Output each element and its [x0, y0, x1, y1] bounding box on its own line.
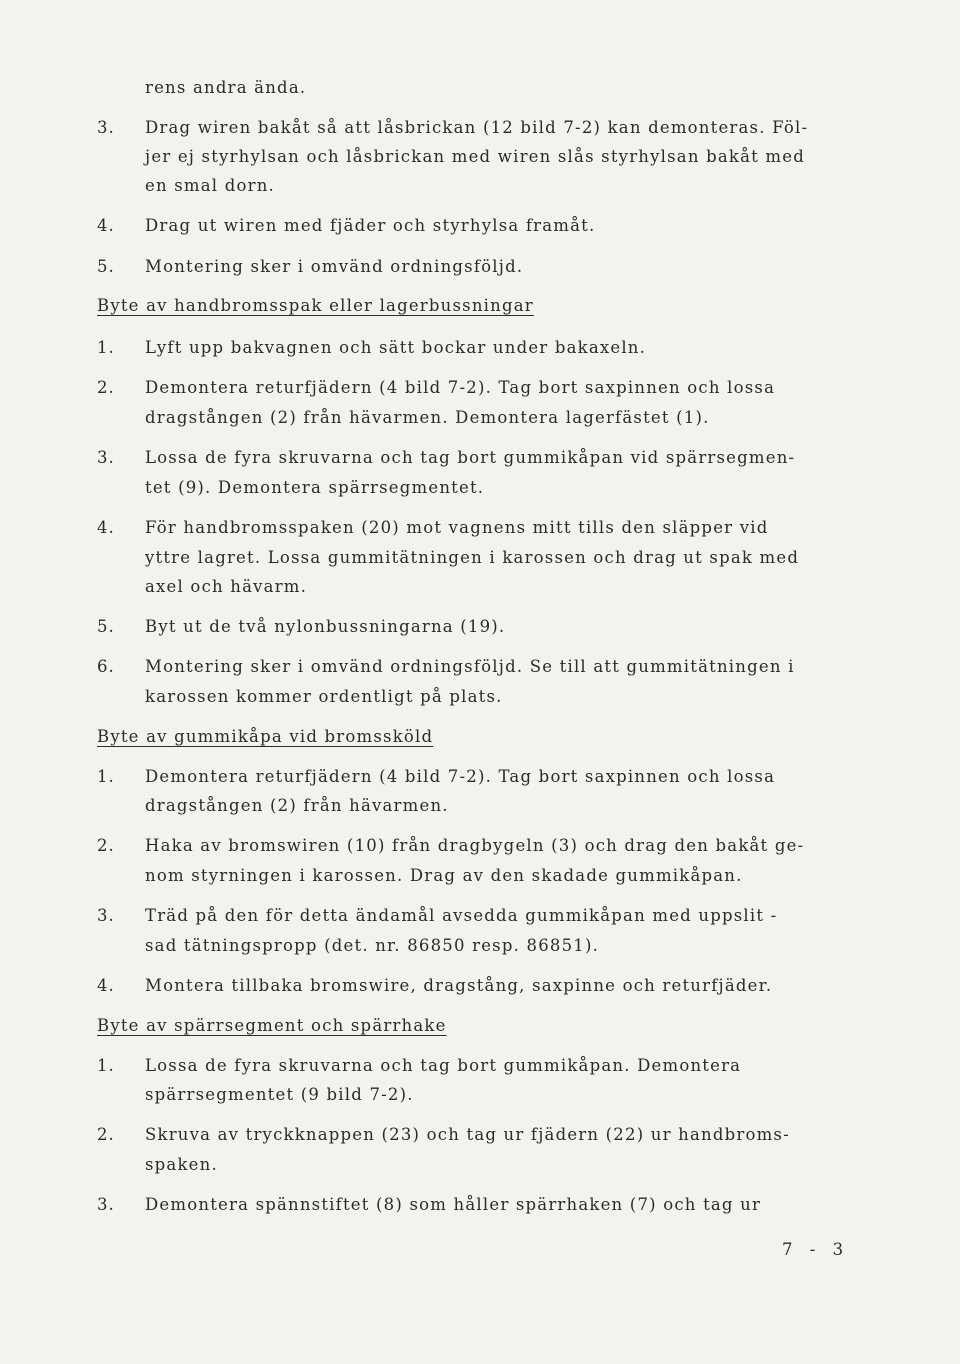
item-text: Drag wiren bakåt så att låsbrickan (12 bild 7-2) kan demonteras. Föl-	[145, 118, 809, 137]
item-number: 3.	[97, 118, 115, 137]
item-text: dragstången (2) från hävarmen. Demontera lagerfästet (1).	[145, 408, 710, 427]
item-number: 1.	[97, 1056, 115, 1075]
item-text: För handbromsspaken (20) mot vagnens mitt tills den släpper vid	[145, 518, 769, 537]
item-text: yttre lagret. Lossa gummitätningen i karossen och drag ut spak med	[145, 548, 800, 567]
item-text: jer ej styrhylsan och låsbrickan med wiren slås styrhylsan bakåt med	[145, 147, 805, 166]
section-heading: Byte av gummikåpa vid bromssköld	[97, 727, 434, 746]
item-number: 5.	[97, 257, 115, 276]
item-number: 4.	[97, 518, 115, 537]
item-number: 3.	[97, 1195, 115, 1214]
item-text: axel och hävarm.	[145, 577, 308, 596]
item-text: Lossa de fyra skruvarna och tag bort gummikåpan. Demontera	[145, 1056, 742, 1075]
item-text: Drag ut wiren med fjäder och styrhylsa framåt.	[145, 216, 596, 235]
item-text: tet (9). Demontera spärrsegmentet.	[145, 478, 485, 497]
item-number: 2.	[97, 1125, 115, 1144]
section-heading: Byte av handbromsspak eller lagerbussningar	[97, 296, 534, 315]
item-number: 3.	[97, 906, 115, 925]
item-number: 1.	[97, 338, 115, 357]
item-text: dragstången (2) från hävarmen.	[145, 796, 449, 815]
item-text: Montera tillbaka bromswire, dragstång, saxpinne och returfjäder.	[145, 976, 773, 995]
item-text: Skruva av tryckknappen (23) och tag ur fjädern (22) ur handbroms-	[145, 1125, 790, 1144]
item-number: 1.	[97, 767, 115, 786]
item-number: 5.	[97, 617, 115, 636]
item-text: Demontera returfjädern (4 bild 7-2). Tag bort saxpinnen och lossa	[145, 767, 776, 786]
item-text: sad tätningspropp (det. nr. 86850 resp. 86851).	[145, 936, 600, 955]
item-text: en smal dorn.	[145, 176, 275, 195]
item-text: Demontera returfjädern (4 bild 7-2). Tag bort saxpinnen och lossa	[145, 378, 776, 397]
item-number: 4.	[97, 976, 115, 995]
item-number: 3.	[97, 448, 115, 467]
item-number: 2.	[97, 836, 115, 855]
item-number: 6.	[97, 657, 115, 676]
item-number: 4.	[97, 216, 115, 235]
item-text: Demontera spännstiftet (8) som håller spärrhaken (7) och tag ur	[145, 1195, 762, 1214]
item-text: Montering sker i omvänd ordningsföljd.	[145, 257, 524, 276]
item-text: Lossa de fyra skruvarna och tag bort gummikåpan vid spärrsegmen-	[145, 448, 796, 467]
item-text: karossen kommer ordentligt på plats.	[145, 687, 503, 706]
item-text: Montering sker i omvänd ordningsföljd. Se till att gummitätningen i	[145, 657, 795, 676]
item-text: spärrsegmentet (9 bild 7-2).	[145, 1085, 414, 1104]
item-text: Byt ut de två nylonbussningarna (19).	[145, 617, 506, 636]
item-number: 2.	[97, 378, 115, 397]
item-text: nom styrningen i karossen. Drag av den skadade gummikåpan.	[145, 866, 743, 885]
section-heading: Byte av spärrsegment och spärrhake	[97, 1016, 447, 1035]
item-text: Träd på den för detta ändamål avsedda gummikåpan med uppslit -	[145, 906, 778, 925]
item-text: Lyft upp bakvagnen och sätt bockar under bakaxeln.	[145, 338, 647, 357]
continued-text: rens andra ända.	[145, 78, 307, 97]
item-text: spaken.	[145, 1155, 218, 1174]
item-text: Haka av bromswiren (10) från dragbygeln (3) och drag den bakåt ge-	[145, 836, 805, 855]
page-number: 7 - 3	[782, 1240, 850, 1259]
